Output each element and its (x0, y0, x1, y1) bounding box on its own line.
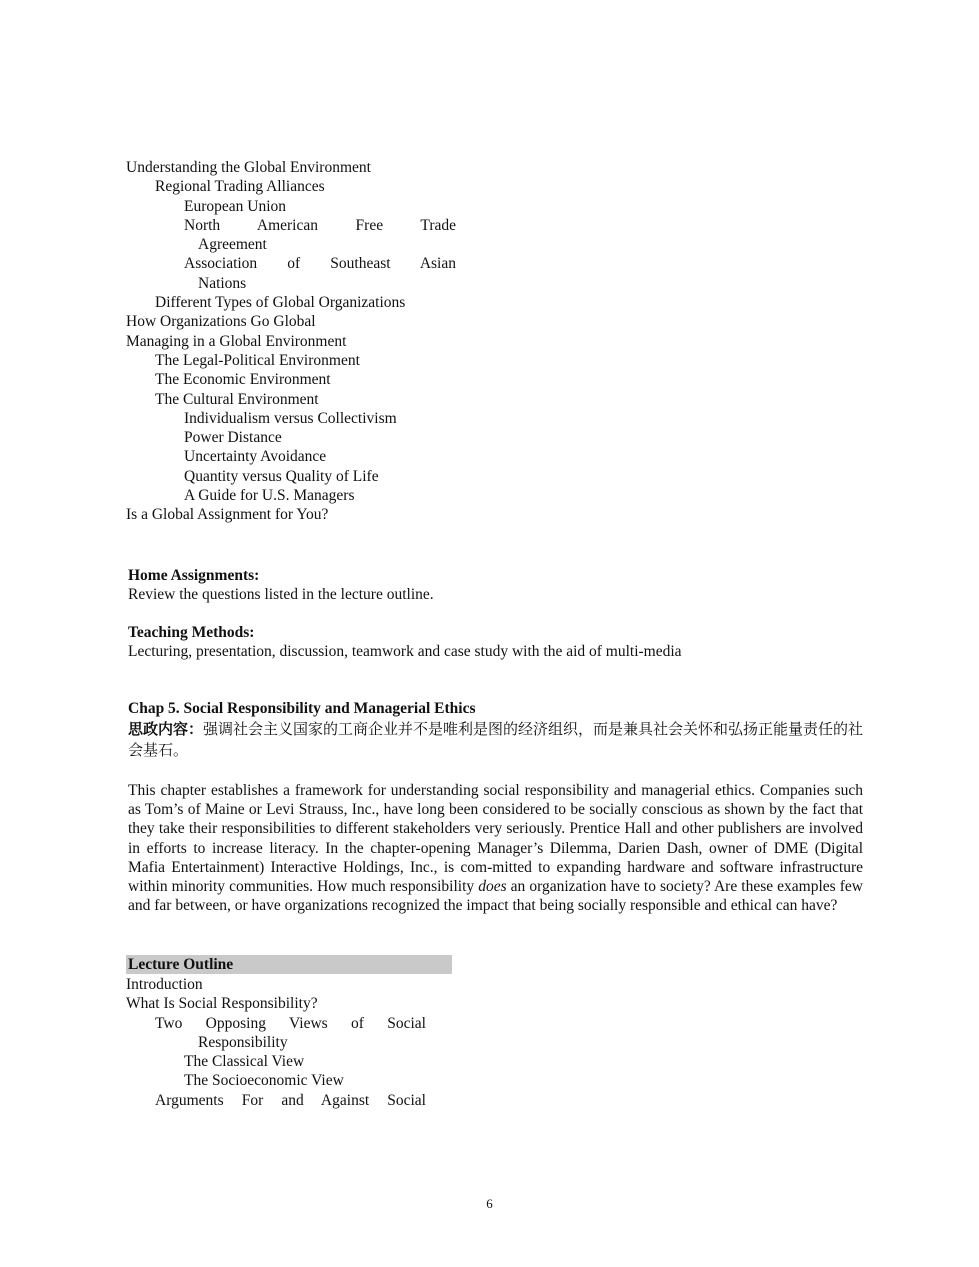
global-environment-outline (126, 158, 456, 525)
lecture-outline-list (126, 975, 426, 1110)
ideology-text: 强调社会主义国家的工商企业并不是唯利是图的经济组织，而是兼具社会关怀和弘扬正能量责任的社会基石。 (128, 720, 864, 759)
outline-item: Agreement (198, 236, 267, 254)
outline-item: How Organizations Go Global (126, 313, 316, 331)
outline-item: European Union (184, 197, 287, 215)
outline-item: Regional Trading Alliances (155, 178, 325, 196)
outline-item: Uncertainty Avoidance (184, 448, 327, 466)
outline-item: Individualism versus Collectivism (184, 409, 397, 427)
page-number: 6 (486, 1196, 493, 1211)
teaching-methods-section (128, 623, 868, 661)
outline-item: The Legal-Political Environment (155, 351, 360, 369)
chapter-title: Chap 5. Social Responsibility and Managerial Ethics (128, 700, 476, 717)
outline-item: Responsibility (198, 1033, 288, 1051)
ideology-content (128, 719, 868, 761)
outline-item: Managing in a Global Environment (126, 332, 347, 350)
lecture-outline-heading: Lecture Outline (126, 955, 452, 974)
outline-item: Nations (198, 274, 247, 292)
teaching-methods-text: Lecturing, presentation, discussion, teamwork and case study with the aid of multi-media (128, 643, 682, 660)
outline-item: Introduction (126, 976, 203, 993)
chapter-header (128, 699, 868, 761)
intro-text-part2: an organization have to society? Are these examples few and far between, or have organizations recognized the impact that being socially responsible and ethical can have? (128, 878, 863, 915)
home-assignments-heading: Home Assignments: (128, 567, 260, 584)
outline-item: The Cultural Environment (155, 390, 319, 408)
outline-item: Power Distance (184, 429, 282, 447)
outline-item: Understanding the Global Environment (126, 159, 371, 176)
outline-item: A Guide for U.S. Managers (184, 487, 355, 505)
home-assignments-section (128, 566, 868, 604)
home-assignments-text: Review the questions listed in the lecture outline. (128, 586, 434, 603)
outline-item: Different Types of Global Organizations (155, 294, 406, 312)
teaching-methods-heading: Teaching Methods: (128, 624, 255, 641)
intro-text-part1: This chapter establishes a framework for understanding social responsibility and managerial ethics. Companies such as Tom’s of Maine or Levi Strauss, Inc., have long been considered to be socially conscious as shown by the fact that they take their responsibilities to different stakeholders very seriously. Prentice Hall and other publishers are involved in efforts to increase literacy. In the chapter-opening Manager’s Dilemma, Darien Dash, owner of DME (Digital Mafia Entertainment) Interactive Holdings, Inc., is com-mitted to expanding hardware and software infrastructure within minority communities. How much responsibility (128, 782, 863, 896)
outline-item: North American Free Trade (184, 216, 456, 234)
chapter-intro-paragraph (128, 781, 863, 915)
intro-text-italic: does (478, 878, 507, 896)
outline-item: The Classical View (184, 1053, 305, 1071)
ideology-label: 思政内容： (128, 720, 204, 738)
outline-item: Arguments For and Against Social (155, 1091, 426, 1109)
outline-item: The Socioeconomic View (184, 1072, 344, 1090)
outline-item: Two Opposing Views of Social (155, 1014, 426, 1032)
outline-item: The Economic Environment (155, 371, 331, 389)
outline-item: What Is Social Responsibility? (126, 995, 318, 1013)
outline-item: Quantity versus Quality of Life (184, 467, 379, 485)
outline-item: Is a Global Assignment for You? (126, 506, 329, 524)
outline-item: Association of Southeast Asian (184, 255, 456, 273)
